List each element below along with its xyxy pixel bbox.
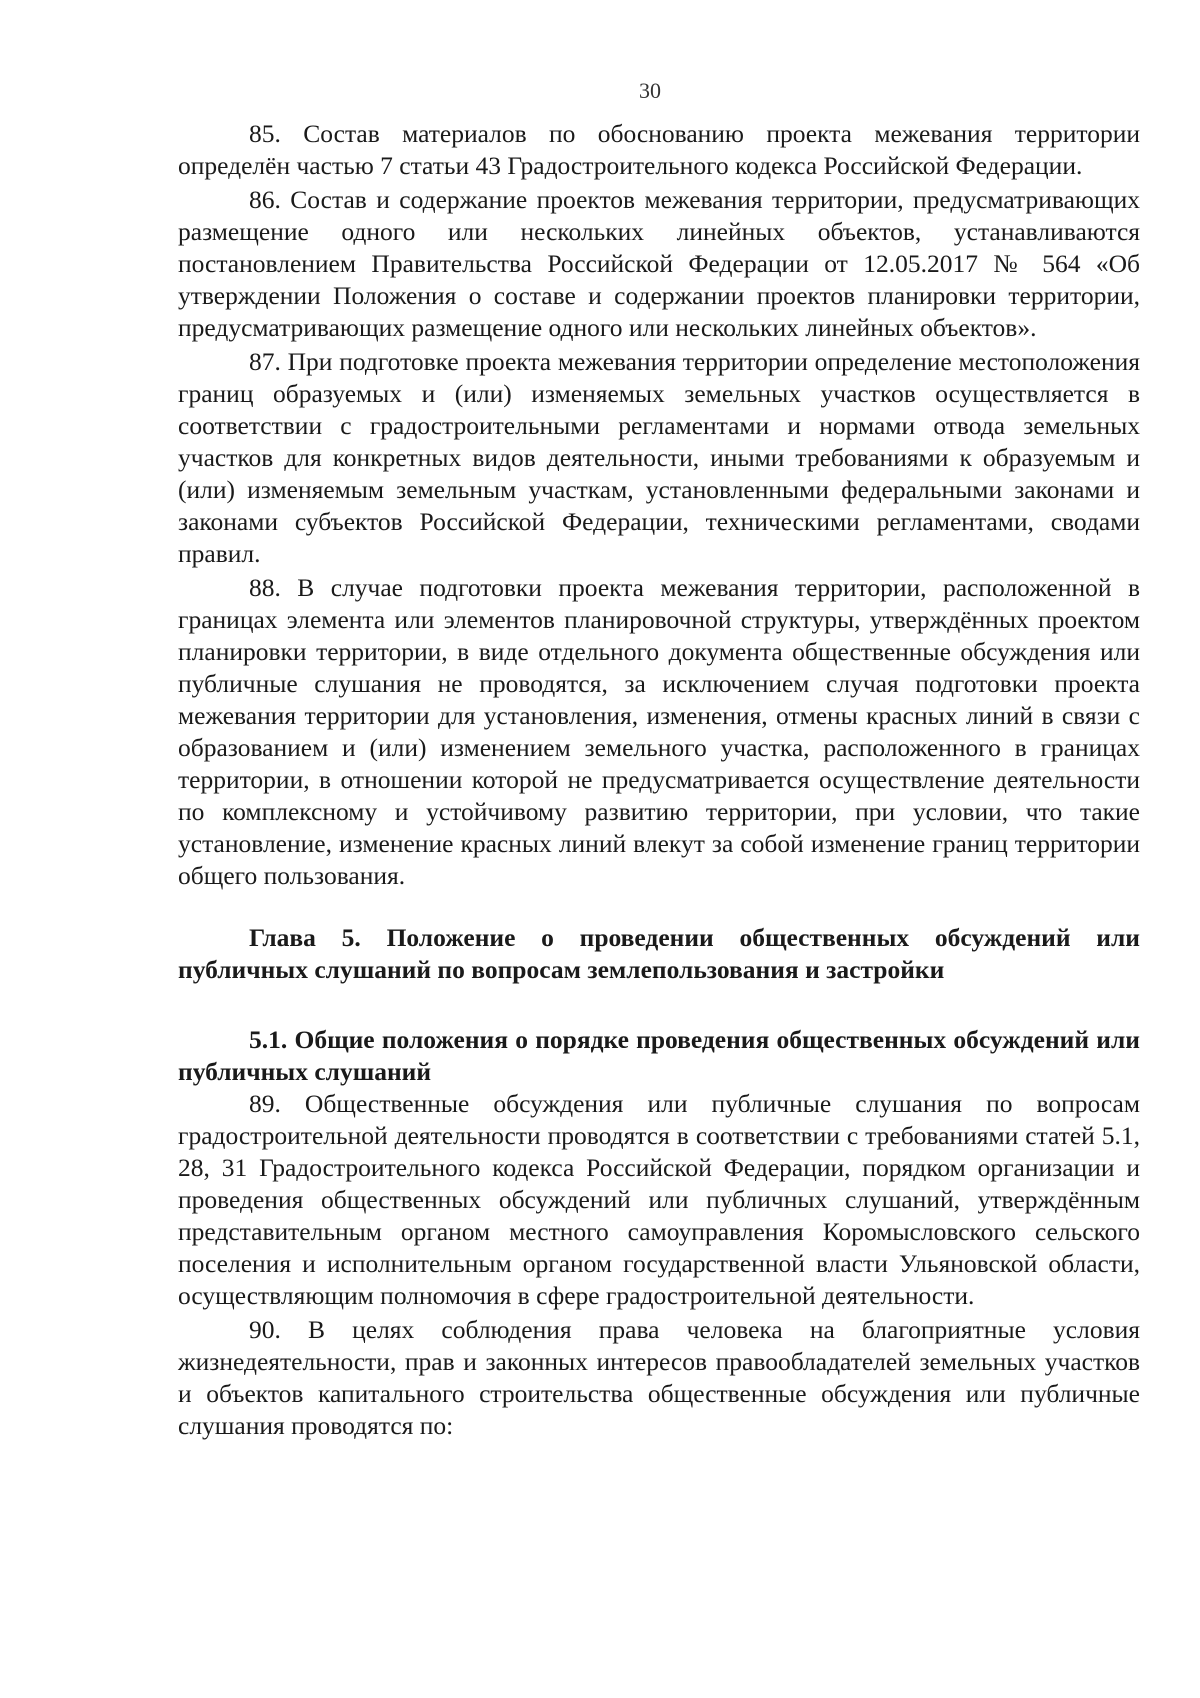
paragraph-88: 88. В случае подготовки проекта межевания территории, расположенной в границах элемента или элементов планировочной структуры, утверждённых проектом планировки территории, в виде отдельного документа общественные обсуждения или публичные слушания не проводятся, за исключением случая подготовки проекта межевания территории для установления, изменения, отмены красных линий в связи с образованием и (или) изменением земельного участка, расположенного в границах территории, в отношении которой не предусматривается осуществление деятельности по комплексному и устойчивому развитию территории, при условии, что такие установление, изменение красных линий влекут за собой изменение границ территории общего пользования. — [178, 573, 1140, 890]
paragraph-90: 90. В целях соблюдения права человека на благоприятные условия жизнедеятельности, прав и законных интересов правообладателей земельных участков и объектов капитального строительства общественные обсуждения или публичные слушания проводятся по: — [178, 1315, 1140, 1440]
paragraph-87: 87. При подготовке проекта межевания территории определение местоположения границ образуемых и (или) изменяемых земельных участков осуществляется в соответствии с градостроительными регламентами и нормами отвода земельных участков для конкретных видов деятельности, иными требованиями к образуемым и (или) изменяемым земельным участкам, установленными федеральными законами и законами субъектов Российской Федерации, техническими регламентами, сводами правил. — [178, 347, 1140, 568]
section-heading: 5.1. Общие положения о порядке проведения общественных обсуждений или публичных слушаний — [178, 1025, 1140, 1086]
page-number: 30 — [639, 78, 661, 103]
document-body — [178, 118, 1140, 1444]
chapter-heading: Глава 5. Положение о проведении общественных обсуждений или публичных слушаний по вопросам землепользования и застройки — [178, 923, 1140, 984]
paragraph-89: 89. Общественные обсуждения или публичные слушания по вопросам градостроительной деятельности проводятся в соответствии с требованиями статей 5.1, 28, 31 Градостроительного кодекса Российской Федерации, порядком организации и проведения общественных обсуждений или публичных слушаний, утверждённым представительным органом местного самоуправления Коромысловского сельского поселения и исполнительным органом государственной власти Ульяновской области, осуществляющим полномочия в сфере градостроительной деятельности. — [178, 1089, 1140, 1310]
paragraph-86: 86. Состав и содержание проектов межевания территории, предусматривающих размещение одного или нескольких линейных объектов, устанавливаются постановлением Правительства Российской Федерации от 12.05.2017 № 564 «Об утверждении Положения о составе и содержании проектов планировки территории, предусматривающих размещение одного или нескольких линейных объектов». — [178, 185, 1140, 342]
paragraph-85: 85. Состав материалов по обоснованию проекта межевания территории определён частью 7 статьи 43 Градостроительного кодекса Российской Федерации. — [178, 119, 1140, 180]
